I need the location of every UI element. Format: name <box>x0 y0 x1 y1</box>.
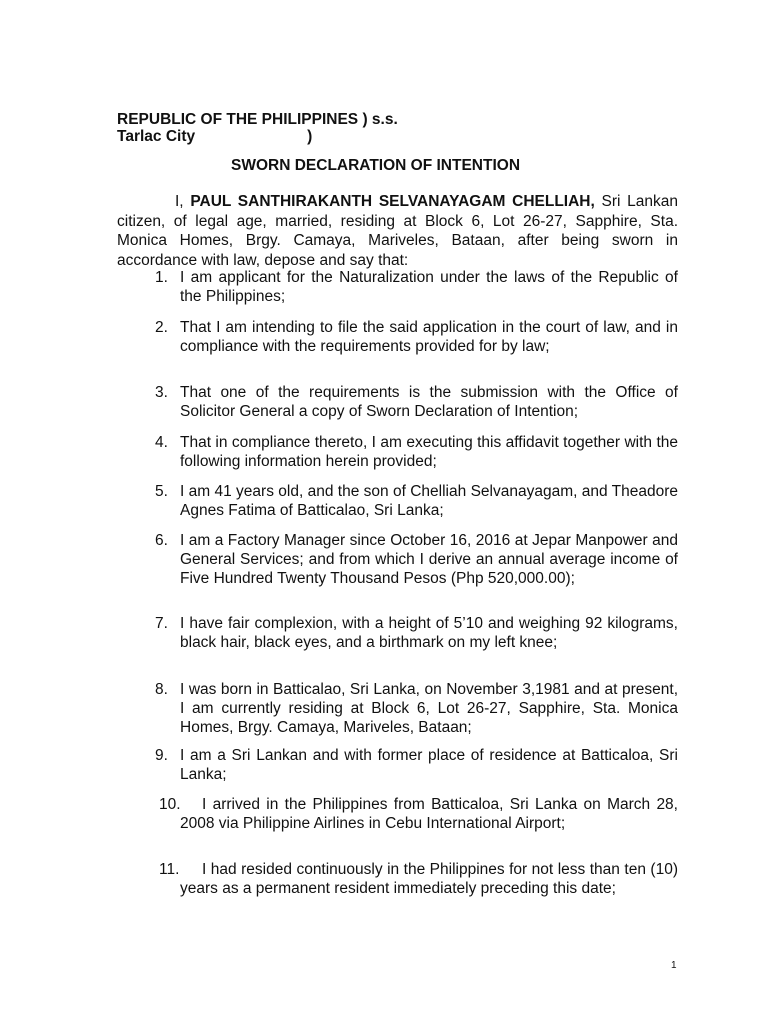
list-item-text: I had resided continuously in the Philippines for not less than ten (10) years as a permanent resident immediately preceding this date; <box>180 861 678 897</box>
list-item-number: 6. <box>155 532 168 549</box>
declarant-name: PAUL SANTHIRAKANTH SELVANAYAGAM CHELLIAH, <box>190 193 595 210</box>
list-item <box>155 433 678 471</box>
list-item-number: 2. <box>155 319 168 336</box>
list-item-text: I arrived in the Philippines from Batticaloa, Sri Lanka on March 28, 2008 via Philippine Airlines in Cebu International Airport; <box>180 796 678 832</box>
list-item-number: 7. <box>155 615 168 632</box>
page-number: 1 <box>671 960 677 971</box>
list-item <box>155 680 678 737</box>
list-item-text: I am a Factory Manager since October 16, 2016 at Jepar Manpower and General Services; and from which I derive an annual average income of Five Hundred Twenty Thousand Pesos (Php 520,000.00); <box>180 532 678 587</box>
list-item <box>155 531 678 588</box>
list-item <box>155 860 678 898</box>
caption-line-1: REPUBLIC OF THE PHILIPPINES ) s.s. <box>117 111 398 128</box>
list-item-number: 8. <box>155 681 168 698</box>
list-item-text: I was born in Batticalao, Sri Lanka, on November 3,1981 and at present, I am currently residing at Block 6, Lot 26-27, Sapphire, Sta. Monica Homes, Brgy. Camaya, Mariveles, Bataan; <box>180 681 678 736</box>
intro-text: Sri Lankan citizen, of legal age, married, residing at Block 6, Lot 26-27, Sapphire, Sta. Monica Homes, Brgy. Camaya, Mariveles, Bataan, after being sworn in accordance with law, depose and say that: <box>117 193 678 269</box>
list-item <box>155 383 678 421</box>
list-item <box>155 318 678 356</box>
list-item <box>155 795 678 833</box>
document-title: SWORN DECLARATION OF INTENTION <box>231 157 521 174</box>
list-item-text: I have fair complexion, with a height of 5’10 and weighing 92 kilograms, black hair, black eyes, and a birthmark on my left knee; <box>180 615 678 651</box>
list-item-number: 1. <box>155 269 168 286</box>
list-item <box>155 482 678 520</box>
list-item-number: 5. <box>155 483 168 500</box>
list-item <box>155 614 678 652</box>
list-item-text: That one of the requirements is the submission with the Office of Solicitor General a copy of Sworn Declaration of Intention; <box>180 384 678 420</box>
intro-paragraph <box>117 192 678 270</box>
list-item-number: 4. <box>155 434 168 451</box>
list-item-number: 11. <box>159 861 180 878</box>
list-item <box>155 746 678 784</box>
list-item <box>155 268 678 306</box>
list-item-text: I am a Sri Lankan and with former place of residence at Batticaloa, Sri Lanka; <box>180 747 678 783</box>
list-item-number: 10. <box>159 796 181 813</box>
list-item-number: 3. <box>155 384 168 401</box>
list-item-text: I am 41 years old, and the son of Chelliah Selvanayagam, and Theadore Agnes Fatima of Batticalao, Sri Lanka; <box>180 483 678 519</box>
list-item-text: That I am intending to file the said application in the court of law, and in compliance with the requirements provided for by law; <box>180 319 678 355</box>
list-item-number: 9. <box>155 747 168 764</box>
list-item-text: That in compliance thereto, I am executing this affidavit together with the following information herein provided; <box>180 434 678 470</box>
list-item-text: I am applicant for the Naturalization under the laws of the Republic of the Philippines; <box>180 269 678 305</box>
caption-line-2: Tarlac City ) <box>117 128 313 145</box>
intro-prefix: I, <box>175 193 191 210</box>
